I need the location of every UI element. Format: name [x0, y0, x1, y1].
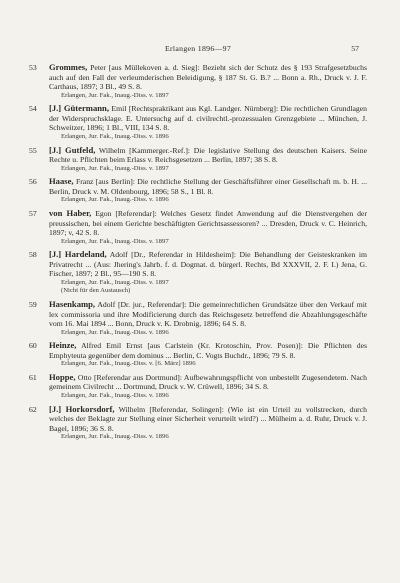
page-header	[0, 44, 400, 56]
entry-author: Hoppe,	[49, 371, 76, 382]
entry-author: Haase,	[49, 176, 74, 187]
entry-dissertation-note: Erlangen, Jur. Fak., Inaug.-Diss. v. 1896	[61, 196, 169, 204]
entry-body	[49, 177, 367, 196]
entry-body	[49, 63, 367, 92]
entry-dissertation-note: Erlangen, Jur. Fak., Inaug.-Diss. v. 1897	[61, 91, 169, 99]
entry-body	[49, 146, 367, 165]
entry-dissertation-note: Erlangen, Jur. Fak., Inaug.-Diss. v. 1896	[61, 328, 169, 336]
entry-number: 60	[29, 341, 37, 351]
entry-author: Hasenkamp,	[49, 298, 96, 309]
bibliography-entry	[29, 250, 367, 296]
bibliography-entry	[29, 177, 367, 205]
entry-author: [J.] Horkorsdorf,	[49, 403, 115, 414]
entry-dissertation-note: Erlangen, Jur. Fak., Inaug.-Diss. v. 1897	[61, 279, 169, 286]
entry-author: [J.] Gütermann,	[49, 103, 109, 114]
entry-list	[29, 63, 367, 446]
bibliography-entry	[29, 300, 367, 337]
entry-body	[49, 341, 367, 360]
entry-number: 57	[29, 208, 37, 218]
entry-dissertation-note: Erlangen, Jur. Fak., Inaug.-Diss. v. 1897	[61, 164, 169, 172]
page-number: 57	[351, 44, 359, 53]
bibliography-entry	[29, 373, 367, 401]
entry-body	[49, 300, 367, 329]
entry-dissertation-note: Erlangen, Jur. Fak., Inaug.-Diss. v. [6. März] 1896	[61, 360, 196, 368]
bibliography-entry	[29, 63, 367, 100]
entry-body	[49, 209, 367, 238]
entry-text: Wilhelm [Kammerger.-Ref.]: Die legislative Stellung des deutschen Kaisers. Seine Rechte u. Pflichten beim Erlass v. Reichsgesetzen ... Berlin, 1897; 38 S. 8.	[49, 145, 367, 165]
entry-dissertation-note: Erlangen, Jur. Fak., Inaug.-Diss. v. 1896	[61, 133, 169, 141]
entry-text: Otto [Referendar aus Dortmund]: Aufbewahrungspflicht von unbestellt Zugesendetem. Nach gemeinem Civilrecht ... Dortmund, Druck v. W. Crüwell, 1896; 34 S. 8.	[49, 372, 367, 392]
entry-dissertation-note: Erlangen, Jur. Fak., Inaug.-Diss. v. 1896	[61, 433, 169, 441]
entry-number: 61	[29, 372, 37, 382]
entry-text: Peter [aus Müllekoven a. d. Sieg]: Bezieht sich der Schutz des § 193 Strafgesetzbuchs auch auf den Fall der verleumderischen Beleidigung, § 187 St. G. B.? ... Bonn a. Rh., Druck v. J. F. Carthaus, 1897; 3 Bl., 49 S. 8.	[49, 63, 367, 92]
running-title: Erlangen 1896—97	[164, 44, 232, 53]
bibliography-entry	[29, 341, 367, 369]
entry-text: Egon [Referendar]: Welches Gesetz findet Anwendung auf die Dienstvergehen der preussischen, bei einem Gerichte beschäftigten Gerichtsassessoren? ... Dresden, Druck v. C. Heinrich, 1897; v, 42 S. 8.	[49, 208, 368, 238]
entry-number: 53	[29, 63, 37, 72]
entry-number: 54	[29, 104, 37, 114]
bibliography-entry	[29, 209, 367, 246]
entry-dissertation-note: Erlangen, Jur. Fak., Inaug.-Diss. v. 1896	[61, 392, 169, 400]
entry-number: 58	[29, 250, 37, 260]
entry-body	[49, 373, 367, 392]
entry-author: von Haber,	[49, 207, 92, 218]
entry-exchange-note: (Nicht für den Austausch)	[61, 287, 131, 295]
entry-number: 56	[29, 177, 37, 187]
entry-author: Grommes,	[49, 62, 88, 72]
entry-number: 55	[29, 145, 37, 155]
entry-text: Franz [aus Berlin]: Die rechtliche Stellung der Geschäftsführer einer Gesellschaft m. b. H. ... Berlin, Druck v. M. Oldenbourg, 1896; 58 S., 1 Bl. 8.	[49, 177, 368, 196]
entry-text: Adolf [Dr. jur., Referendar]: Die gemeinrechtlichen Grundsätze über den Verkauf mit lex commissoria und ihre Modificierung durch das Reichsgesetz betreffend die Abzahlungsgeschäfte vom 16. Mai 1894 ... Bonn, Druck v. K. Drobnig, 1896; 64 S. 8.	[49, 299, 368, 329]
entry-text: Alfred Emil Ernst [aus Carlstein (Kr. Krotoschin, Prov. Posen)]: Die Pflichten des Emphyteuta gegenüber dem dominus ... Berlin, C. Vogts Buchdr., 1896; 79 S. 8.	[49, 341, 367, 360]
entry-body	[49, 104, 367, 133]
entry-author: [J.] Hardeland,	[49, 249, 107, 260]
entry-body	[49, 405, 367, 434]
entry-dissertation-note: Erlangen, Jur. Fak., Inaug.-Diss. v. 1897	[61, 237, 169, 245]
entry-body	[49, 250, 367, 279]
entry-number: 59	[29, 299, 37, 309]
bibliography-entry	[29, 146, 367, 174]
entry-text: Emil [Rechtspraktikant aus Kgl. Landger. Nürnberg]: Die rechtlichen Grundlagen der Widerspruchsklage. E. Untersuchg auf d. civilrechtl.-prozessualen Grenzgebiete ... München, J. Schweitzer, 1896; 1 Bl., VIII, 134 S. 8.	[49, 104, 367, 133]
entry-author: Heinze,	[49, 340, 77, 351]
entry-text: Wilhelm [Referendar, Solingen]: (Wie ist ein Urteil zu vollstrecken, durch welches der Beklagte zur Stellung einer Sicherheit verurteilt wird?) ... Mülheim a. d. Ruhr, Druck v. J. Bagel, 1896; 36 S. 8.	[49, 404, 367, 433]
bibliography-entry	[29, 104, 367, 141]
entry-number: 62	[29, 404, 37, 414]
entry-text: Adolf [Dr., Referendar in Hildesheim]: Die Behandlung der Geisteskranken im Privatrecht ... (Aus: Jhering's Jahrb. f. d. Dogmat. d. bürgerl. Rechts, Bd XXXVII, 2. F. I.) Jena, G. Fischer, 1897; 2 Bl., 95—190 S. 8.	[49, 250, 368, 279]
bibliography-entry	[29, 405, 367, 442]
entry-author: [J.] Gutfeld,	[49, 144, 96, 155]
